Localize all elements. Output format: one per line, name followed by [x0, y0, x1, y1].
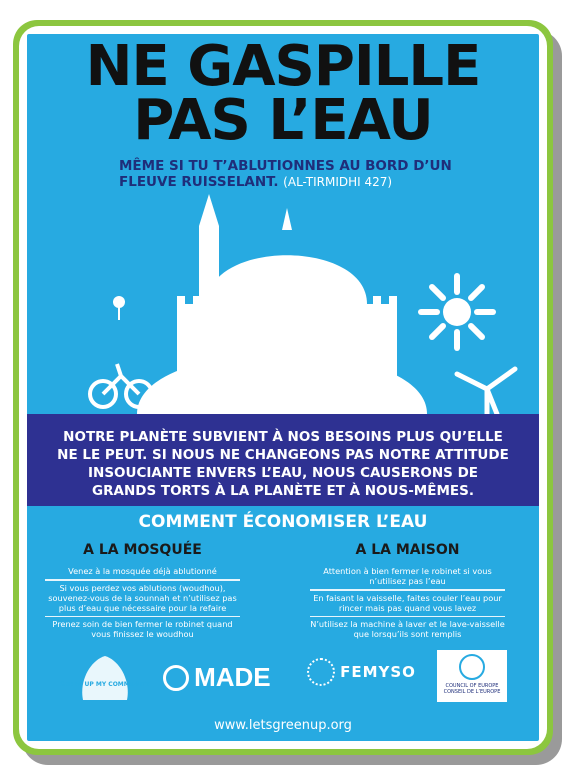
minaret-spire	[199, 194, 219, 226]
green-up-logo	[59, 650, 151, 704]
poster-border	[19, 26, 547, 749]
hadith-cite: (Al-Bukhari 1.200)	[254, 395, 355, 408]
sun-icon	[421, 276, 493, 348]
coe-text-fr: CONSEIL DE L’EUROPE	[443, 689, 501, 695]
banner-text: NOTRE PLANÈTE SUBVIENT À NOS BESOINS PLUS QU’ELLE NE LE PEUT. SI NOUS NE CHANGEONS PAS NOTRE ATTITUDE INSOUCIANTE ENVERS L’EAU, NOUS CAUSERONS DE GRANDS TORTS À LA PLANÈTE ET À NOUS-MÊMES.	[57, 429, 509, 499]
home-tips	[310, 564, 505, 642]
made-logo	[163, 662, 271, 693]
partner-logos	[27, 644, 539, 714]
poster-body	[27, 34, 539, 741]
mosque-tip: Venez à la mosquée déjà ablutionné	[45, 564, 240, 580]
made-text: MADE	[194, 662, 271, 692]
main-dome	[207, 255, 367, 304]
home-heading: A LA MAISON	[355, 542, 460, 558]
council-of-europe-logo	[437, 650, 507, 702]
eu-stars-icon	[459, 654, 485, 680]
home-tip: En faisant la vaisselle, faites couler l’eau pour rincer mais pas quand vous lavez	[310, 590, 505, 616]
home-tip: N’utilisez la machine à laver et le lave-vaisselle que lorsqu’ils sont remplis	[310, 616, 505, 642]
poster-title	[27, 34, 539, 153]
title-line-2: PAS L’EAU	[133, 88, 433, 153]
how-to-save-heading: COMMENT ÉCONOMISER L’EAU	[138, 512, 428, 532]
coe-text-en: COUNCIL OF EUROPE	[445, 683, 499, 689]
made-emblem-icon	[163, 665, 189, 691]
title-line-1: NE GASPILLE	[85, 34, 481, 99]
femyso-text: FEMYSO	[340, 663, 416, 681]
stars-circle-icon	[307, 658, 335, 686]
green-up-text: GREEN UP MY COMMUNITY	[59, 681, 151, 688]
poster-frame	[13, 20, 553, 755]
warning-banner	[27, 414, 539, 506]
dome-spire	[282, 208, 292, 230]
mosque-tip: Si vous perdez vos ablutions (woudhou), souvenez-vous de la sounnah et n’utilisez pas plus d’eau que nécessaire pour la refaire	[45, 580, 240, 616]
website-url[interactable]: www.letsgreenup.org	[214, 718, 352, 733]
mosque-tips	[45, 564, 240, 642]
subtitle-cite: (AL-TIRMIDHI 427)	[283, 175, 393, 189]
subtitle-main: MÊME SI TU T’ABLUTIONNES AU BORD D’UN FLEUVE RUISSELANT.	[119, 158, 452, 190]
home-tip: Attention à bien fermer le robinet si vous n’utilisez pas l’eau	[310, 564, 505, 590]
mosque-tip: Prenez soin de bien fermer le robinet quand vous finissez le woudhou	[45, 616, 240, 642]
hadith-quote	[182, 334, 387, 409]
mosque-heading: A LA MOSQUÉE	[83, 542, 202, 558]
wind-turbine-icon	[457, 369, 515, 414]
femyso-logo	[307, 658, 416, 686]
hadith-text: Le Prophète Muhammad (pbsl) faisait ses ablutions avec environ 2/3 d’un litre d’eau, et prenait un bain avec environ 2-3 ½ litres d’eau.	[188, 334, 381, 408]
